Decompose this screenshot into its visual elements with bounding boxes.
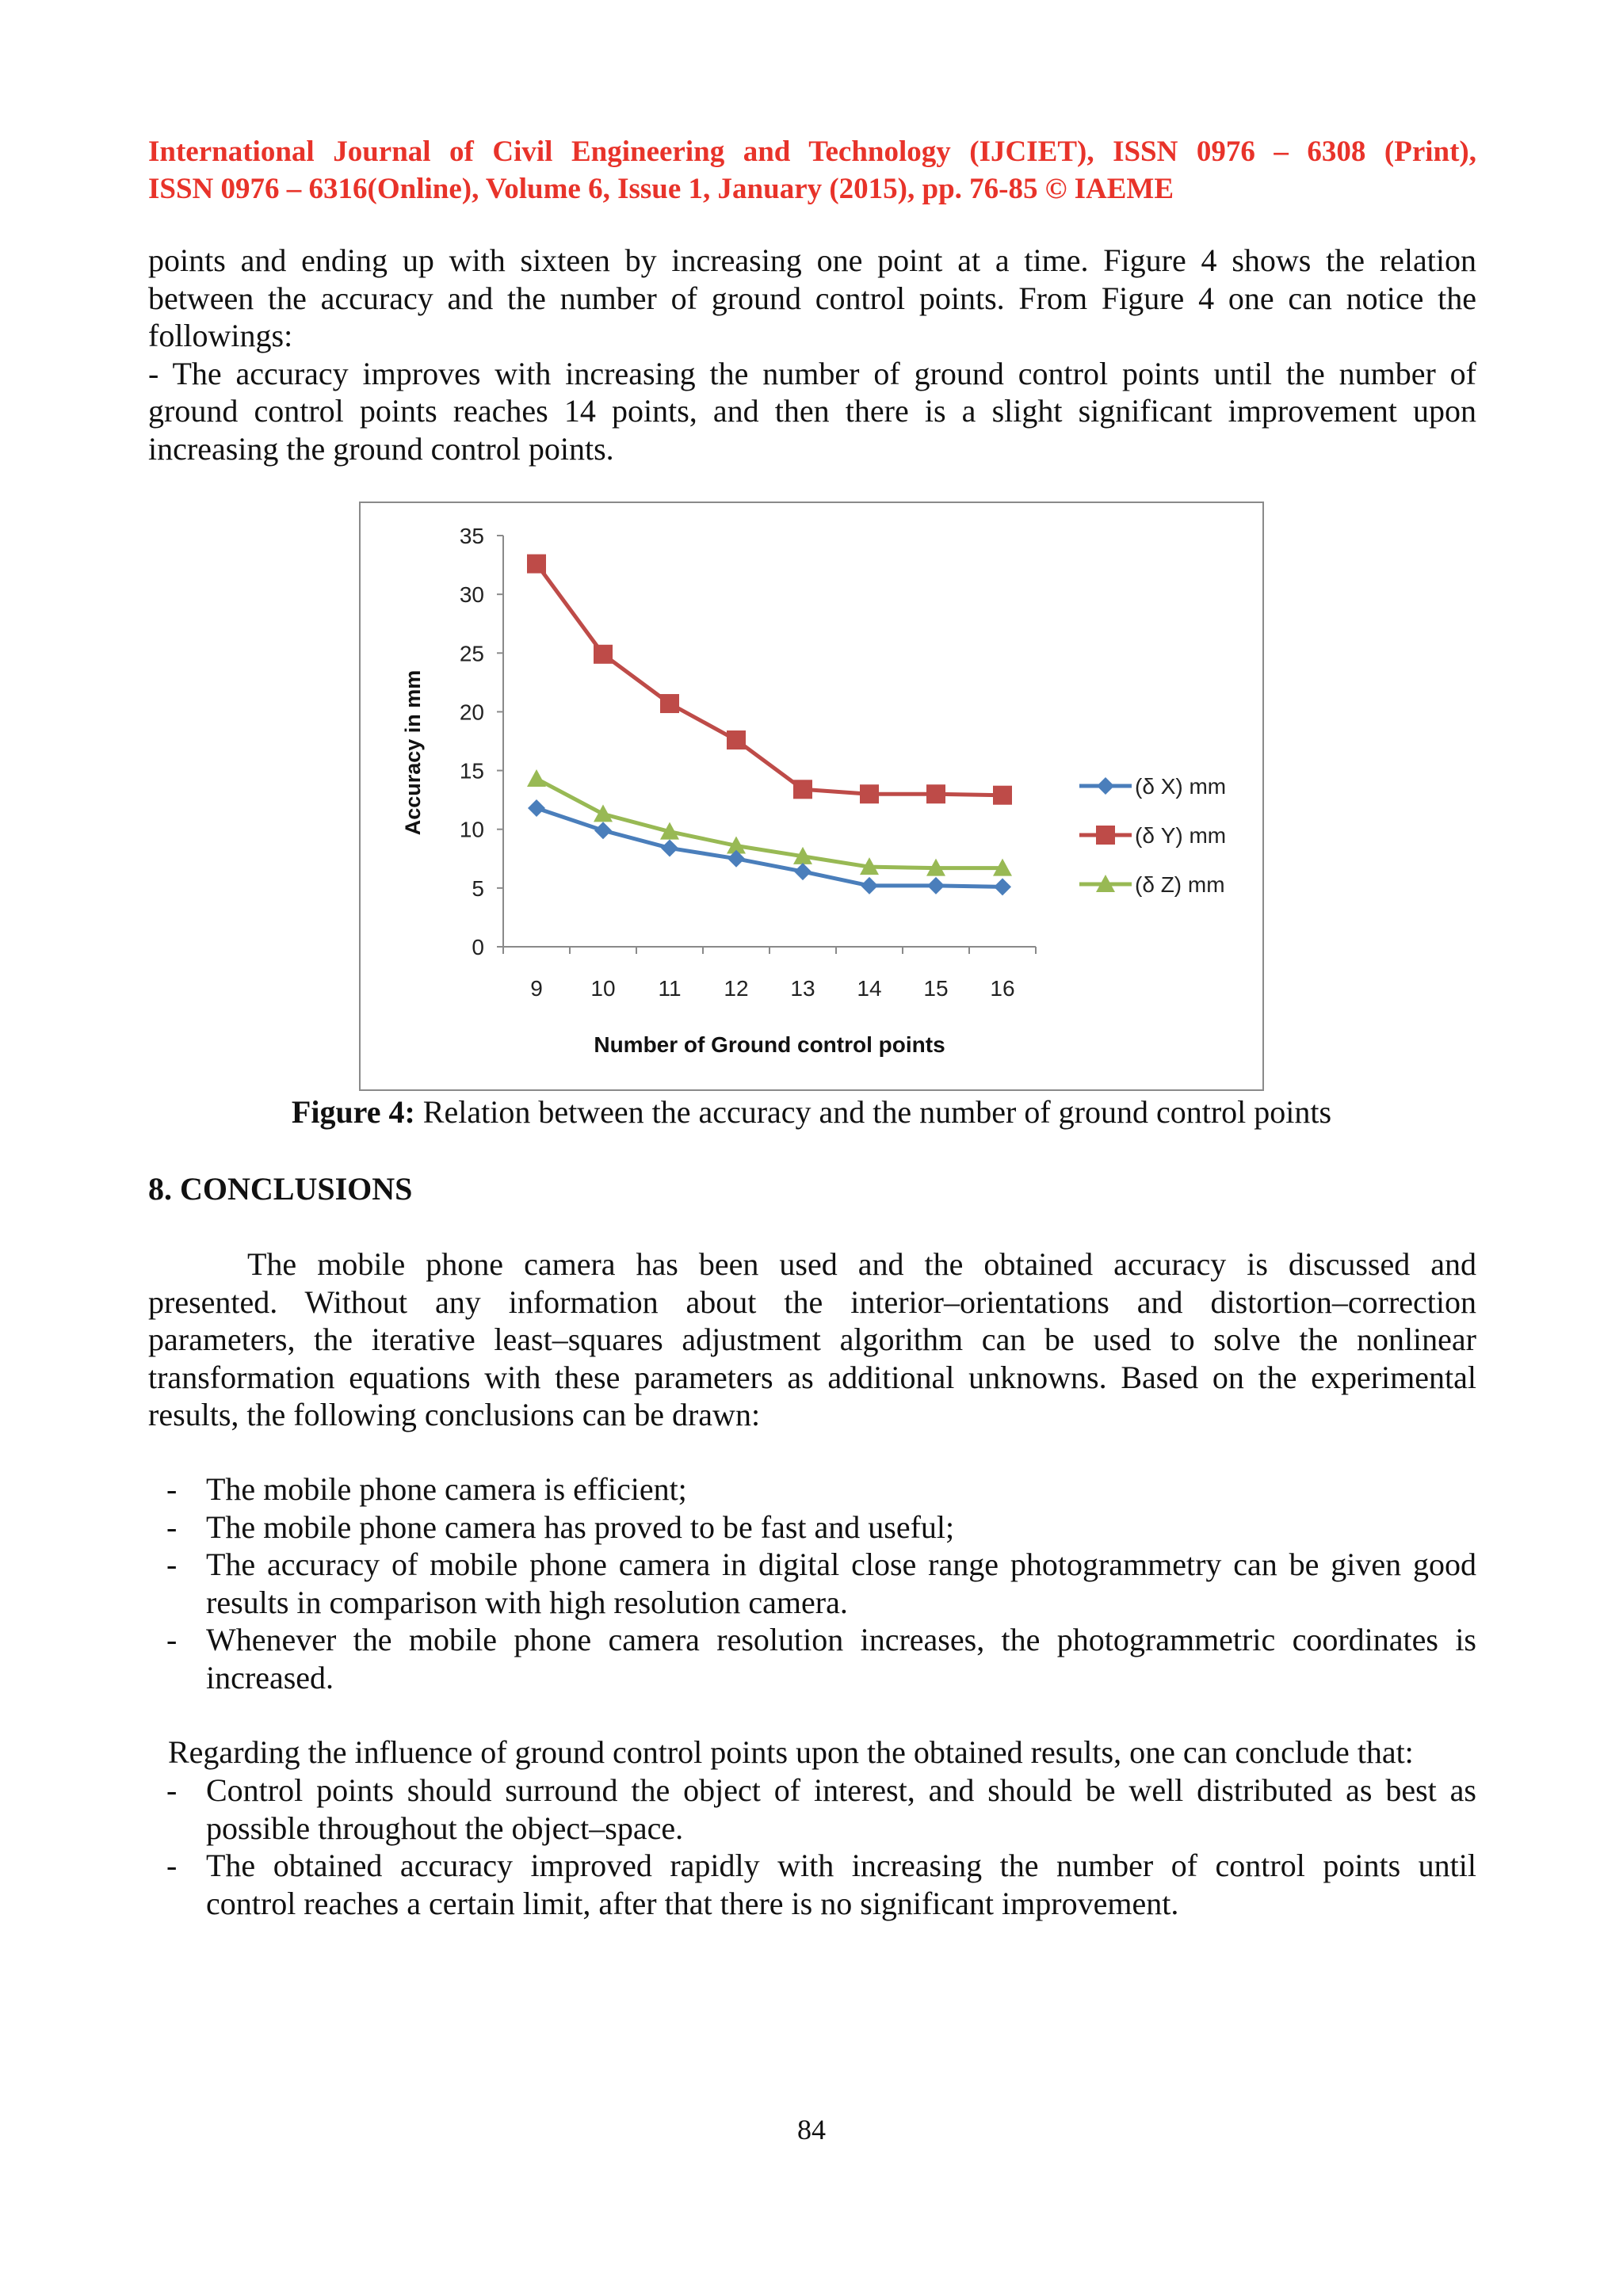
legend-entry [1079, 774, 1226, 799]
conclusions-paragraph-2 [168, 1733, 1476, 1772]
conclusions-paragraph [148, 1245, 1476, 1434]
data-point [793, 780, 812, 799]
legend-label: (δ Y) mm [1135, 823, 1227, 848]
figure-caption [0, 1093, 1623, 1131]
chart-legend [1079, 774, 1226, 897]
bullet-marker: - [166, 1508, 178, 1545]
x-axis-label: Number of Ground control points [594, 1032, 945, 1057]
text-line: transformation equations with these parameters as additional unknowns. Based on the experimental [148, 1359, 1476, 1395]
list-item [148, 1772, 1476, 1847]
journal-header [148, 133, 1476, 208]
data-point [528, 799, 545, 817]
bullet-marker: - [166, 1772, 178, 1808]
data-point [994, 878, 1011, 895]
y-axis-label: Accuracy in mm [401, 669, 425, 836]
text-line: possible throughout the object–space. [206, 1810, 684, 1846]
x-tick-label: 15 [923, 976, 949, 1001]
legend-entry [1079, 823, 1226, 848]
page-number: 84 [797, 2114, 826, 2145]
data-point [926, 784, 945, 803]
list-item [148, 1621, 1476, 1696]
text-line: between the accuracy and the number of ground control points. From Figure 4 one can notice the [148, 280, 1476, 316]
line-chart [361, 503, 1262, 1089]
y-tick-label: 20 [459, 700, 484, 725]
text-line: The mobile phone camera has proved to be fast and useful; [206, 1508, 955, 1545]
x-tick-label: 12 [724, 976, 749, 1001]
x-tick-label: 10 [590, 976, 616, 1001]
data-point [860, 784, 879, 803]
text-line: parameters, the iterative least–squares adjustment algorithm can be used to solve the nonlinear [148, 1322, 1476, 1357]
text-line: - The accuracy improves with increasing the number of ground control points until the number of [148, 355, 1476, 391]
x-tick-label: 13 [790, 976, 815, 1001]
x-tick-label: 16 [990, 976, 1015, 1001]
y-tick-label: 10 [459, 817, 484, 842]
bullet-marker: - [166, 1848, 178, 1883]
text-line: The mobile phone camera has been used and the obtained accuracy is discussed and [247, 1246, 1476, 1282]
header-line-1: International Journal of Civil Engineering and Technology (IJCIET), ISSN 0976 – 6308 (Print), [148, 135, 1476, 168]
data-point [727, 730, 746, 749]
y-tick-label: 15 [459, 758, 484, 784]
data-point [661, 839, 678, 856]
section-heading: 8. CONCLUSIONS [148, 1171, 413, 1207]
data-point [594, 645, 613, 664]
data-point [594, 804, 613, 822]
text-line: followings: [148, 318, 293, 353]
legend-entry [1079, 872, 1225, 897]
header-line-2: ISSN 0976 – 6316(Online), Volume 6, Issue 1, January (2015), pp. 76-85 © IAEME [148, 173, 1174, 205]
conclusions-list [148, 1470, 1476, 1696]
text-line: The mobile phone camera is efficient; [206, 1471, 687, 1507]
bullet-marker: - [166, 1622, 178, 1657]
text-line: Control points should surround the object of interest, and should be well distributed as best as [206, 1772, 1476, 1808]
data-point [993, 786, 1012, 805]
caption-text: Relation between the accuracy and the number of ground control points [414, 1094, 1332, 1130]
text-line: The accuracy of mobile phone camera in digital close range photogrammetry can be given good [206, 1547, 1476, 1582]
legend-label: (δ Z) mm [1135, 872, 1225, 897]
text-line: increased. [206, 1659, 334, 1695]
data-point [527, 769, 546, 787]
bullet-marker: - [166, 1471, 178, 1507]
text-line: control reaches a certain limit, after that there is no significant improvement. [206, 1885, 1179, 1921]
legend-marker [1097, 777, 1114, 795]
x-tick-label: 11 [658, 976, 682, 1001]
list-item [148, 1546, 1476, 1621]
chart-series [527, 555, 1012, 896]
figure-4-chart [359, 502, 1264, 1091]
caption-label: Figure 4: [291, 1094, 415, 1130]
legend-label: (δ X) mm [1135, 774, 1227, 799]
data-point [594, 822, 612, 839]
text-line: presented. Without any information about the interior–orientations and distortion–correction [148, 1283, 1476, 1320]
y-tick-label: 0 [472, 935, 484, 959]
list-item [148, 1847, 1476, 1922]
series-line [537, 564, 1002, 795]
text-line: increasing the ground control points. [148, 430, 614, 467]
chart-axes [460, 524, 1036, 1001]
data-point [660, 694, 679, 713]
y-tick-label: 25 [459, 641, 484, 666]
list-item [148, 1470, 1476, 1508]
data-point [794, 863, 812, 880]
series-dy [527, 555, 1012, 805]
y-tick-label: 5 [472, 875, 484, 901]
text-line: Whenever the mobile phone camera resolution increases, the photogrammetric coordinates is [206, 1622, 1476, 1657]
intro-paragraph [148, 242, 1476, 467]
x-tick-label: 14 [857, 976, 882, 1001]
legend-marker [1096, 826, 1115, 845]
data-point [527, 555, 546, 574]
data-point [927, 877, 945, 894]
text-line: The obtained accuracy improved rapidly with increasing the number of control points until [206, 1848, 1476, 1883]
text-line: results in comparison with high resolution camera. [206, 1584, 848, 1620]
data-point [861, 877, 878, 894]
text-line: Regarding the influence of ground control points upon the obtained results, one can conclude that: [168, 1734, 1414, 1770]
x-tick-label: 9 [530, 976, 543, 1001]
text-line: results, the following conclusions can be drawn: [148, 1397, 761, 1432]
bullet-marker: - [166, 1547, 178, 1582]
text-line: ground control points reaches 14 points, and then there is a slight significant improvement upon [148, 393, 1476, 429]
y-tick-label: 30 [459, 582, 484, 608]
y-tick-label: 35 [459, 524, 484, 548]
list-item [148, 1508, 1476, 1547]
control-points-list [148, 1772, 1476, 1922]
text-line: points and ending up with sixteen by increasing one point at a time. Figure 4 shows the relation [148, 242, 1476, 278]
